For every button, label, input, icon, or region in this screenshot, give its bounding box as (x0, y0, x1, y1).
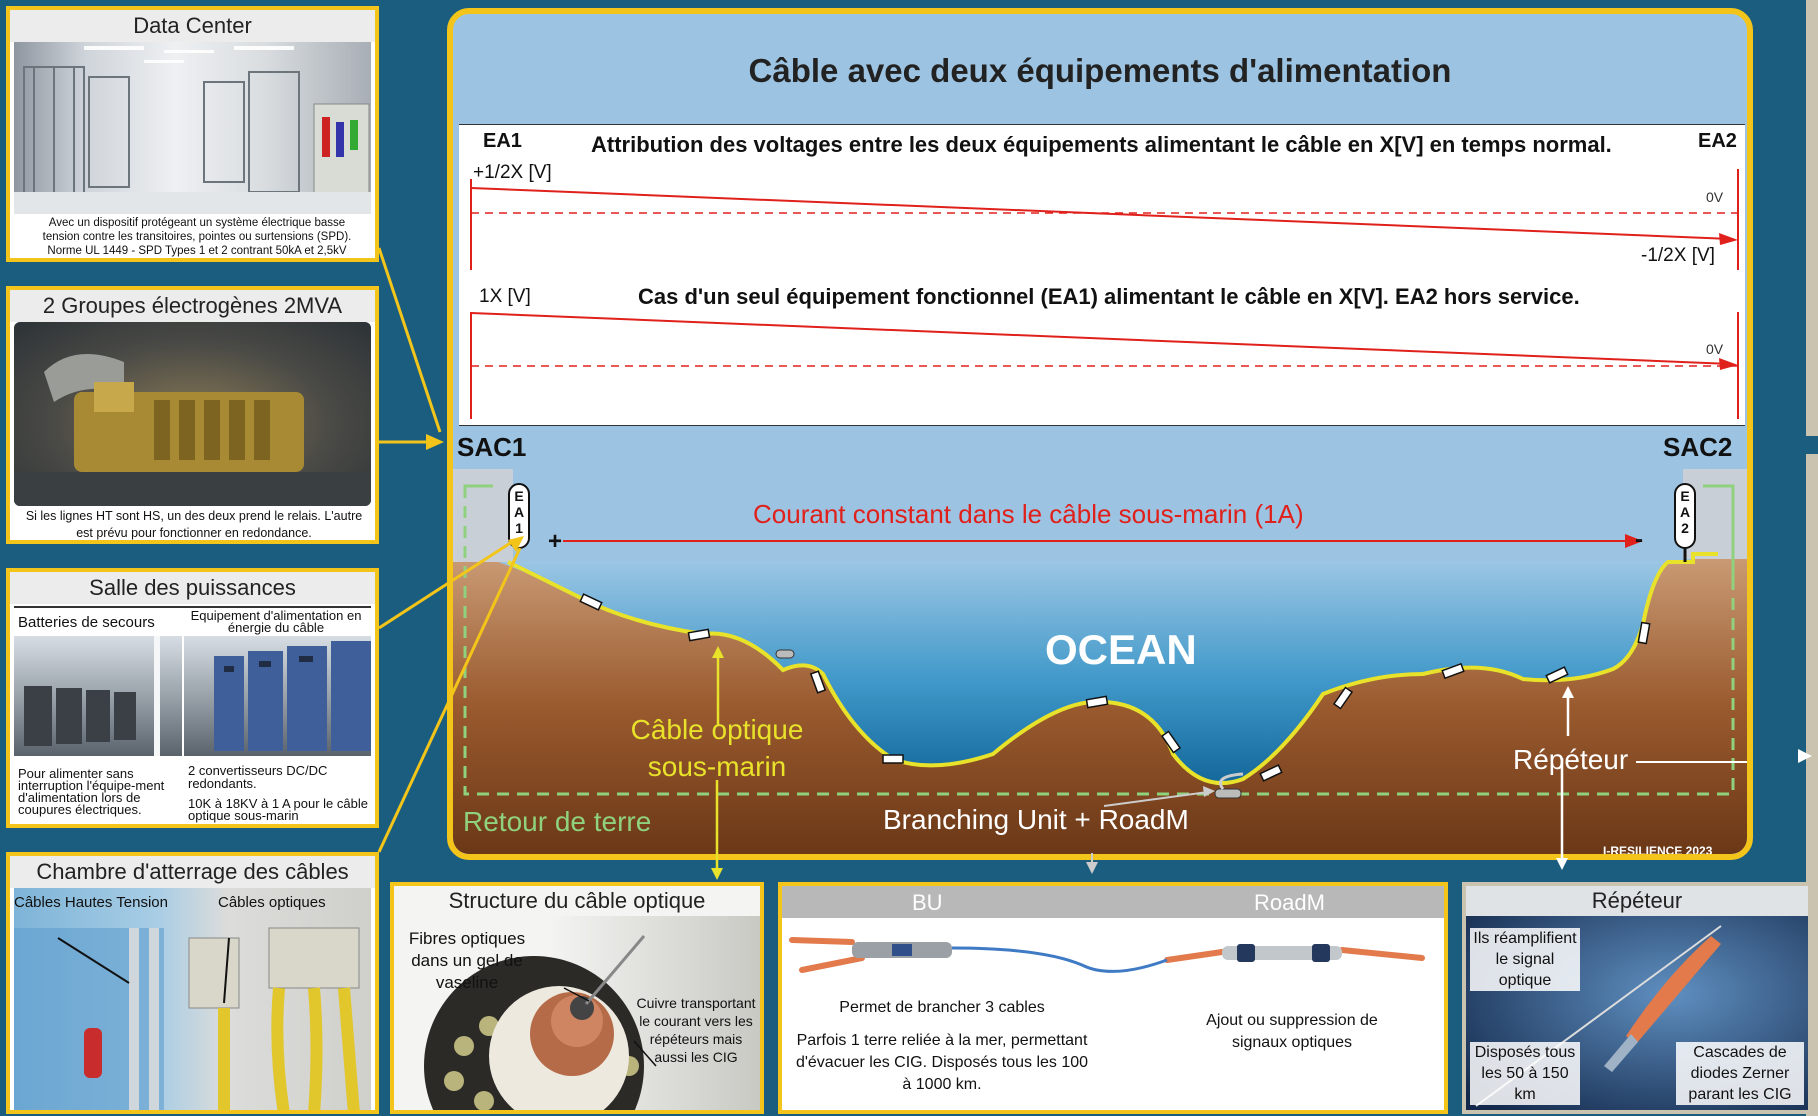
ea2-box-label: EA2 (1679, 488, 1691, 536)
cable-label-line1: Câble optique (630, 714, 804, 745)
current-label: Courant constant dans le câble sous-marin (1A) (753, 499, 1304, 529)
landing-photo (14, 888, 371, 1114)
bu-pointer-head (1086, 862, 1098, 874)
power-equipment-header: Equipement d'alimentation en énergie du câble (190, 608, 362, 635)
repeater-text-3: Cascades de diodes Zerner parant les CIG (1676, 1042, 1804, 1105)
datacenter-title: Data Center (10, 10, 375, 42)
generator-illustration (14, 322, 371, 506)
main-title: Câble avec deux équipements d'alimentation (748, 52, 1452, 89)
branching-label: Branching Unit + RoadM (883, 804, 1189, 835)
ground-return-label: Retour de terre (463, 806, 652, 837)
sac1-land (453, 469, 513, 562)
generators-caption: Si les lignes HT sont HS, un des deux prend le relais. L'autre est prévu pour fonctionner en redondance. (25, 509, 363, 540)
landing-title: Chambre d'atterrage des câbles (10, 856, 375, 888)
structure-pointer-head (711, 868, 723, 880)
landing-illustration (14, 888, 371, 1114)
small-unit (776, 650, 794, 658)
converters-caption: 2 convertisseurs DC/DC redondants. (188, 763, 328, 791)
bu-roadm-header (782, 886, 1444, 918)
main-diagram (447, 8, 1753, 860)
sac2-label: SAC2 (1663, 432, 1733, 462)
normal-zero-label: 0V (1706, 189, 1724, 205)
main-connector-head (426, 434, 444, 450)
right-edge-strip-top (1806, 0, 1818, 436)
normal-voltage-arrow (1719, 233, 1738, 245)
plus-sign: + (548, 528, 563, 555)
bu-text-1: Permet de brancher 3 cables (839, 999, 1045, 1016)
batteries-header: Batteries de secours (18, 614, 155, 631)
landing-panel (6, 852, 379, 1114)
bu-text-2: Parfois 1 terre reliée à la mer, permettant d'évacuer les CIG. Disposés tous les 100 à 1000 km. (795, 1032, 1089, 1093)
single-voltage-line (471, 313, 1731, 364)
repeater-text-1: Ils réamplifient le signal optique (1470, 928, 1580, 991)
repeater-title: Répéteur (1466, 886, 1808, 916)
repeater-panel (1462, 882, 1812, 1114)
power-room-divider (182, 636, 184, 828)
ea1-box-label: EA1 (513, 488, 525, 536)
credit-label: I-RESILIENCE 2023 (1603, 844, 1713, 858)
repeater-label: Répéteur (1513, 744, 1629, 775)
repeater-text-2: Disposés tous les 50 à 150 km (1470, 1042, 1580, 1105)
repeater-4 (883, 755, 903, 763)
ocean-label: OCEAN (1045, 626, 1197, 673)
batteries-caption: Pour alimenter sans interruption l'équipe-ment d'alimentation lors de coupures électriques. (18, 766, 165, 817)
structure-title: Structure du câble optique (394, 886, 760, 916)
bu-roadm-illustration (782, 920, 1444, 1000)
bu-title: BU (912, 890, 943, 915)
sac1-label: SAC1 (457, 432, 527, 462)
copper-label: Cuivre transportant le courant vers les répéteurs mais aussi les CIG (636, 995, 756, 1065)
normal-start-label: +1/2X [V] (473, 162, 552, 183)
normal-end-label: -1/2X [V] (1641, 245, 1715, 266)
datacenter-panel (6, 6, 379, 262)
datacenter-caption: Avec un dispositif protégeant un système électrique basse tension contre les transitoires, pointes ou surtensions (SPD). Norme UL 1449 - SPD Types 1 et 2 contrant 50kA et 2,5kV (42, 217, 352, 257)
roadm-title: RoadM (1254, 890, 1325, 915)
minus-sign: - (1635, 526, 1643, 553)
hv-cables-label: Câbles Hautes Tension (14, 894, 168, 911)
power-room-photo (14, 636, 371, 756)
single-start-label: 1X [V] (479, 286, 531, 307)
fibres-label: Fibres optiques dans un gel de vaseline (408, 929, 526, 992)
single-title: Cas d'un seul équipement fonctionnel (EA1) alimentant le câble en X[V]. EA2 hors service. (638, 284, 1580, 309)
converters-voltage-caption: 10K à 18KV à 1 A pour le câble optique sous-marin (188, 796, 368, 823)
datacenter-connector (379, 248, 440, 432)
generators-panel (6, 286, 379, 544)
datacenter-illustration (14, 42, 371, 214)
optical-cables-label: Câbles optiques (218, 894, 326, 911)
roadm-text: Ajout ou suppression de signaux optiques (1206, 1012, 1378, 1051)
bu-roadm-panel (778, 882, 1448, 1114)
generators-title: 2 Groupes électrogènes 2MVA (10, 290, 375, 322)
branching-unit (1215, 789, 1241, 798)
power-room-title: Salle des puissances (10, 572, 375, 604)
structure-panel (390, 882, 764, 1114)
generators-photo (14, 322, 371, 506)
cable-label-line2: sous-marin (647, 751, 787, 782)
datacenter-photo (14, 42, 371, 214)
single-zero-label: 0V (1706, 341, 1724, 357)
power-room-panel (6, 568, 379, 828)
power-room-illustration (14, 636, 371, 756)
ea1-label: EA1 (483, 130, 522, 152)
normal-title: Attribution des voltages entre les deux équipements alimentant le câble en X[V] en temps normal. (591, 132, 1612, 157)
single-voltage-arrow (1719, 358, 1738, 370)
ea2-label: EA2 (1698, 130, 1737, 152)
